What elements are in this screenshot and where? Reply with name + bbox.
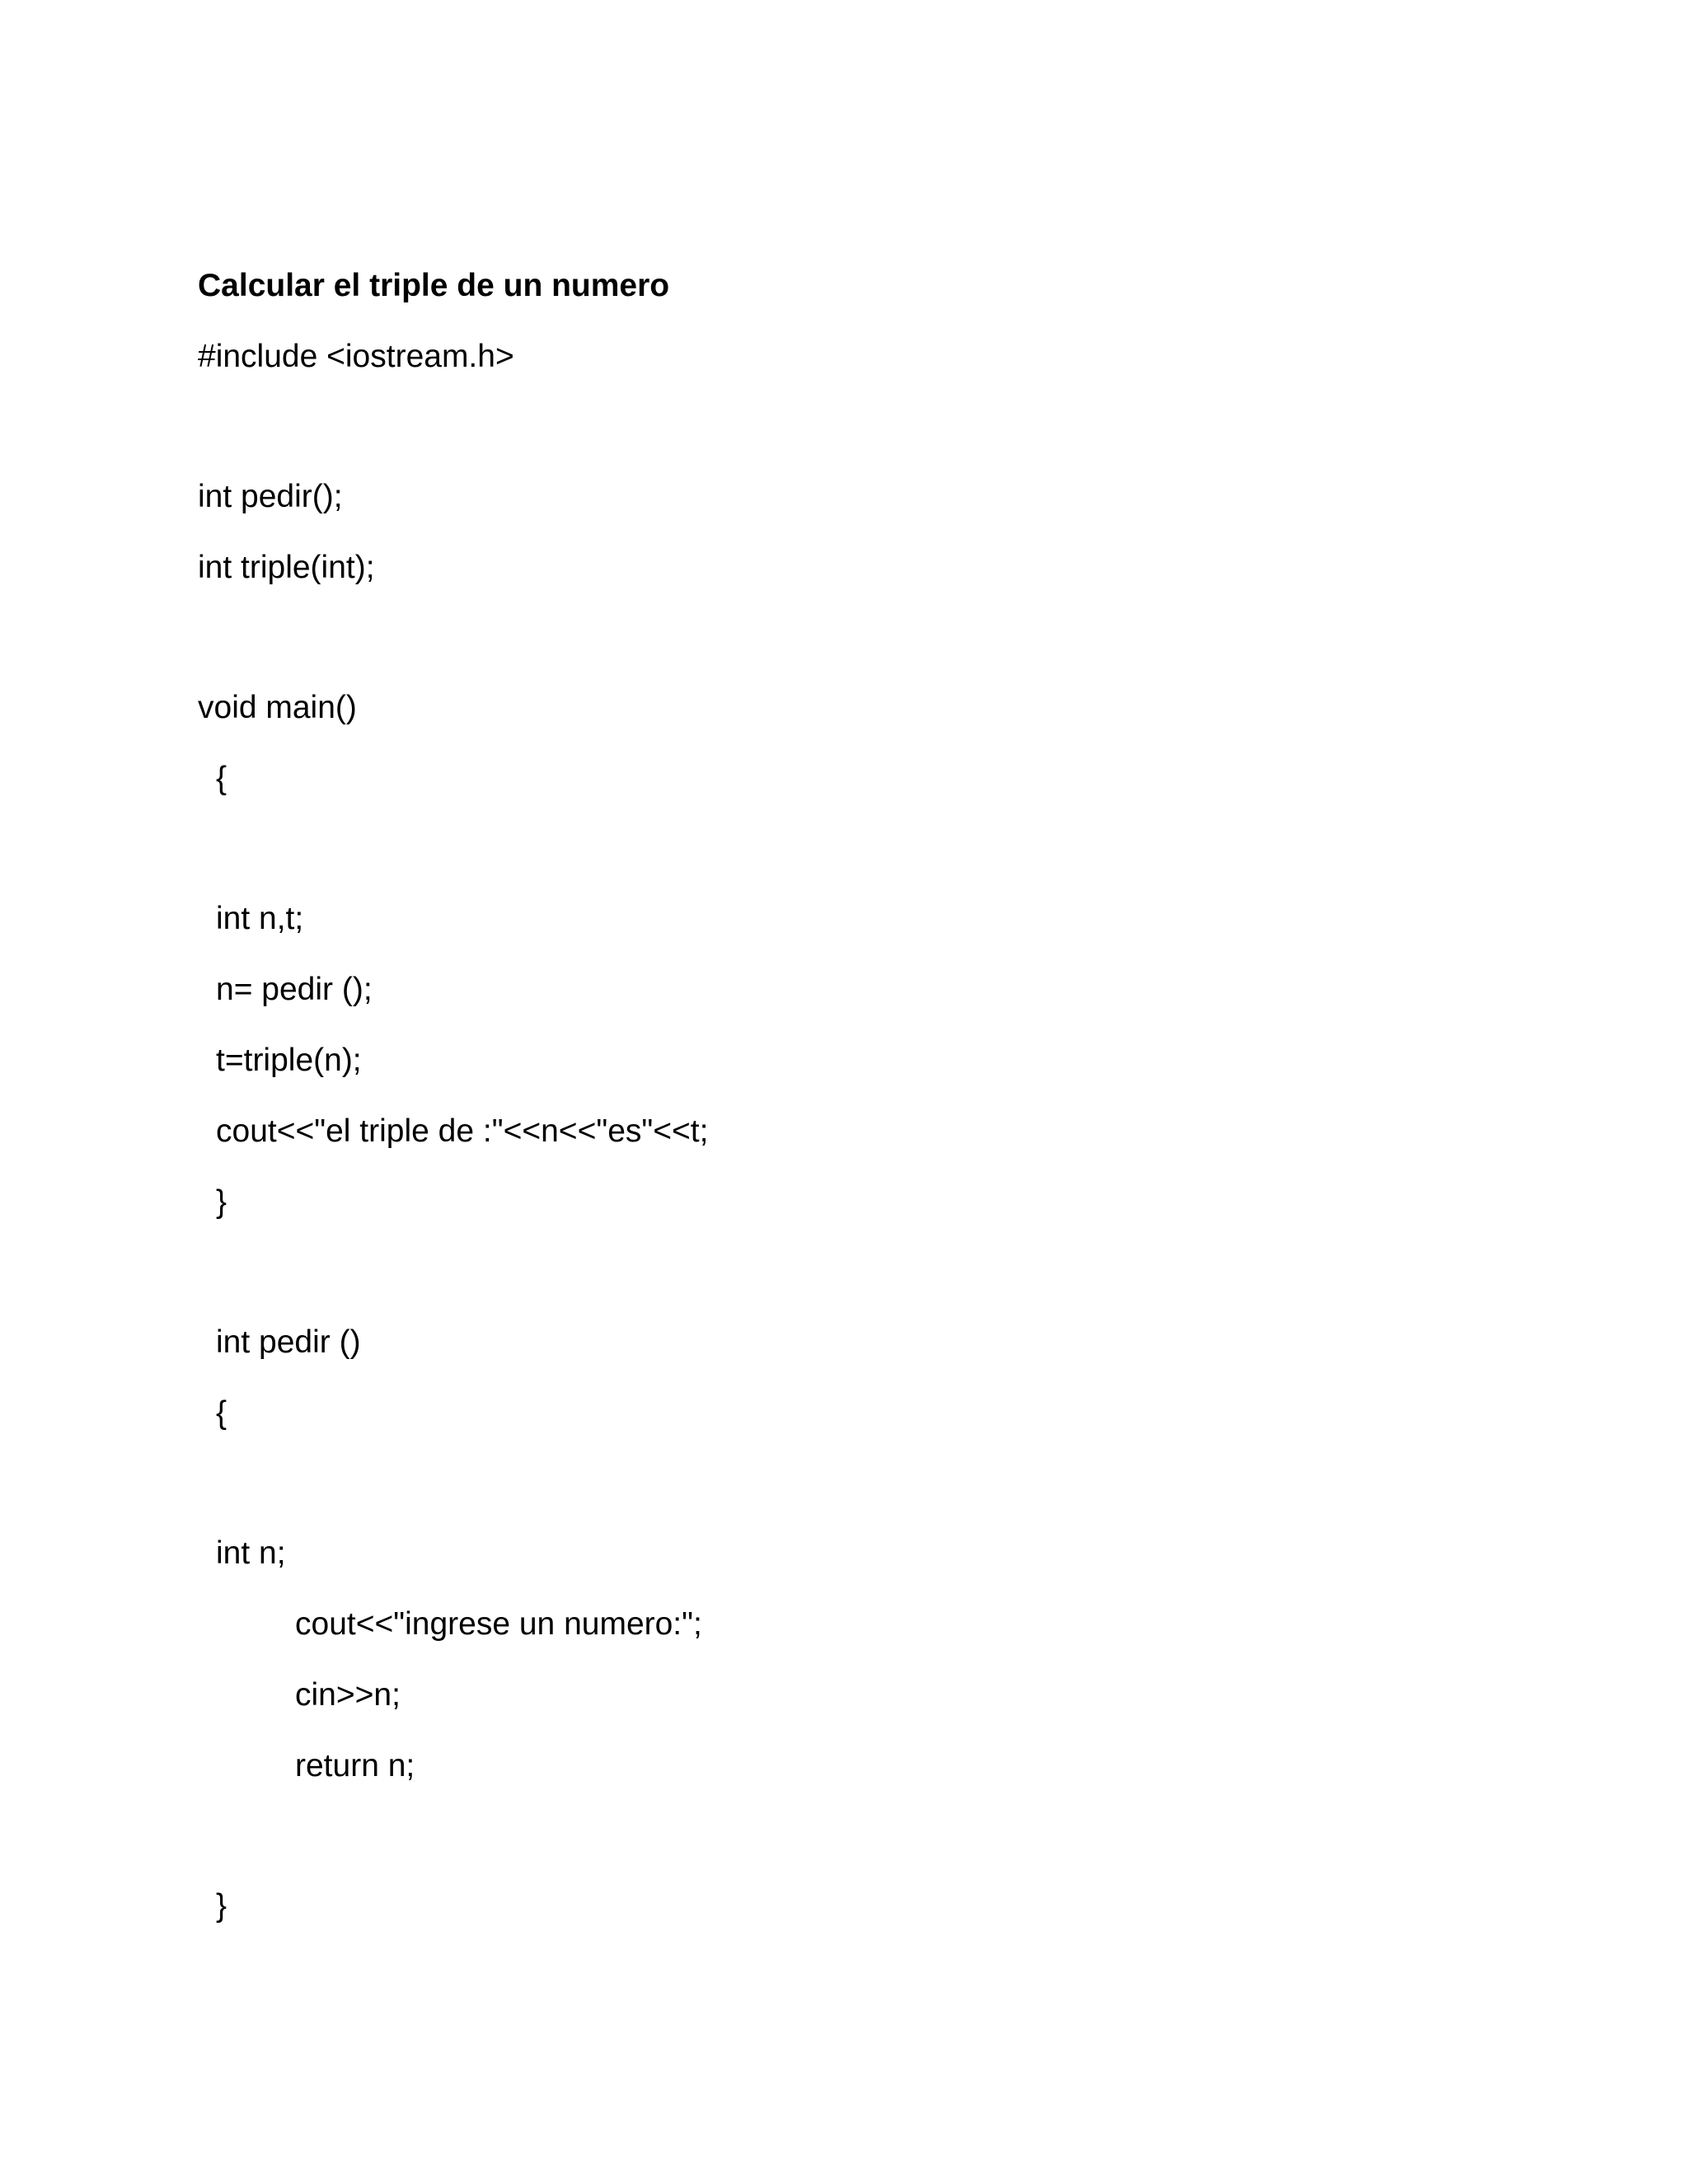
code-line: int triple(int);	[198, 550, 375, 585]
code-line: void main()	[198, 690, 357, 725]
code-line: int pedir();	[198, 479, 343, 514]
code-line: #include <iostream.h>	[198, 339, 514, 374]
document-title: Calcular el triple de un numero	[198, 268, 670, 303]
code-line: cout<<"el triple de :"<<n<<"es"<<t;	[216, 1113, 709, 1149]
code-line: {	[216, 1395, 227, 1431]
code-line: int n;	[216, 1535, 286, 1571]
code-line: }	[216, 1888, 227, 1924]
code-line: int pedir ()	[216, 1324, 361, 1360]
code-line: return n;	[295, 1748, 415, 1783]
code-line: t=triple(n);	[216, 1043, 362, 1078]
code-line: n= pedir ();	[216, 972, 373, 1007]
code-line: cin>>n;	[295, 1677, 401, 1713]
code-line: }	[216, 1184, 227, 1220]
code-line: cout<<"ingrese un numero:";	[295, 1606, 702, 1642]
code-line: int n,t;	[216, 901, 304, 936]
code-line: {	[216, 761, 227, 796]
